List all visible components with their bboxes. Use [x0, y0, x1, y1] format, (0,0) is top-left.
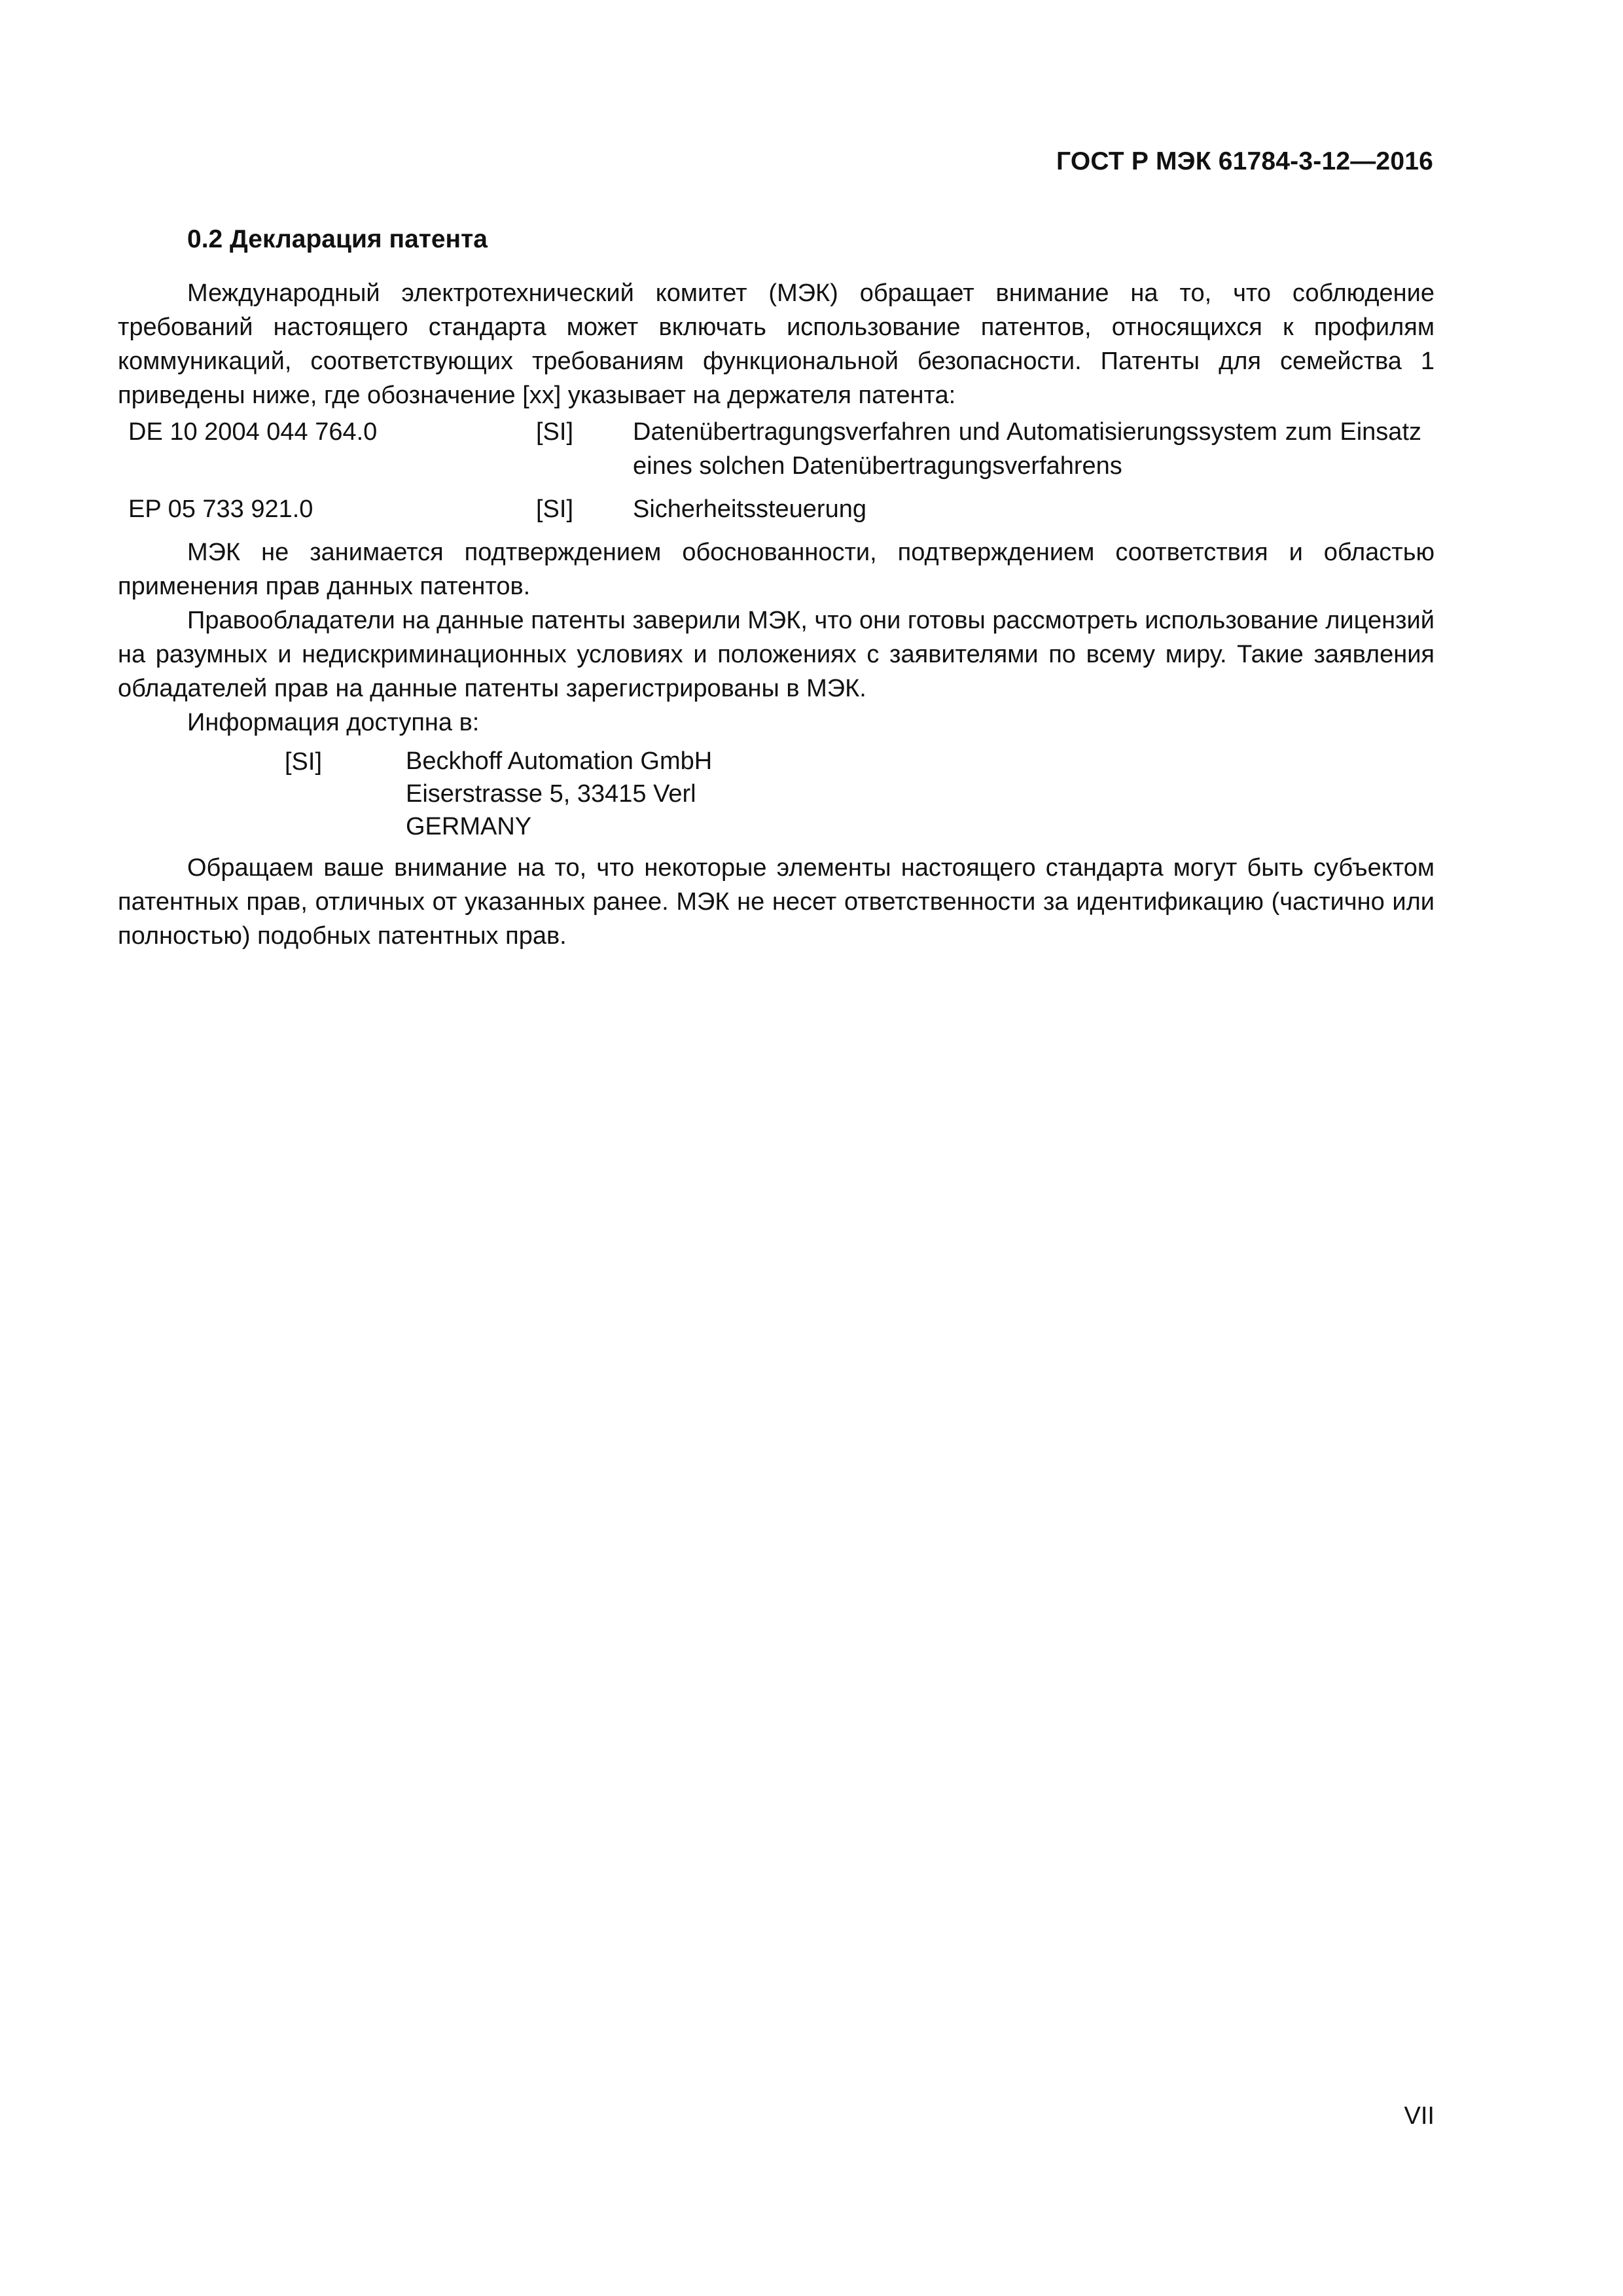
- patent-row: [118, 492, 1435, 526]
- patent-holder: [SI]: [536, 418, 574, 446]
- patent-title: Sicherheitssteuerung: [633, 495, 866, 523]
- patent-number: EP 05 733 921.0: [128, 495, 313, 523]
- patent-number: DE 10 2004 044 764.0: [128, 418, 378, 446]
- intro-paragraph: Международный электротехнический комитет (МЭК) обращает внимание на то, что соблюдение требований настоящего стандарта может включать использование патентов, относящихся к профилям коммуникаций, соответствующих требованиям функциональной безопасности. Патенты для семейства 1 приведены ниже, где обозначение [xx] указывает на держателя патента:: [118, 279, 1435, 409]
- info-label: Информация доступна в:: [187, 709, 480, 736]
- patent-title: Datenübertragungsverfahren und Automatisierungssystem zum Einsatz eines solchen Datenübertragungsverfahrens: [633, 418, 1421, 480]
- patent-holder: [SI]: [536, 495, 574, 523]
- country: GERMANY: [406, 813, 532, 840]
- closing-paragraph: Обращаем ваше внимание на то, что некоторые элементы настоящего стандарта могут быть субъектом патентных прав, отличных от указанных ранее. МЭК не несет ответственности за идентификацию (частично или полностью) подобных патентных прав.: [118, 854, 1435, 950]
- section-title: 0.2 Декларация патента: [187, 225, 488, 253]
- contact-holder: [SI]: [285, 748, 323, 776]
- licensing-paragraph: Правообладатели на данные патенты заверили МЭК, что они готовы рассмотреть использование лицензий на разумных и недискриминационных условиях и положениях с заявителями по всему миру. Такие заявления обладателей прав на данные патенты зарегистрированы в МЭК.: [118, 607, 1435, 702]
- page-content: [118, 223, 1435, 953]
- company-name: Beckhoff Automation GmbH: [406, 747, 713, 775]
- patent-list: [118, 415, 1435, 526]
- address-lines: [406, 745, 712, 843]
- validity-paragraph: МЭК не занимается подтверждением обоснованности, подтверждением соответствия и областью применения прав данных патентов.: [118, 539, 1435, 600]
- page-number: VII: [1404, 2102, 1435, 2130]
- document-code: ГОСТ Р МЭК 61784-3-12—2016: [1056, 147, 1433, 175]
- contact-address: [285, 745, 1435, 843]
- patent-row: [118, 415, 1435, 483]
- street-address: Eiserstrasse 5, 33415 Verl: [406, 780, 696, 808]
